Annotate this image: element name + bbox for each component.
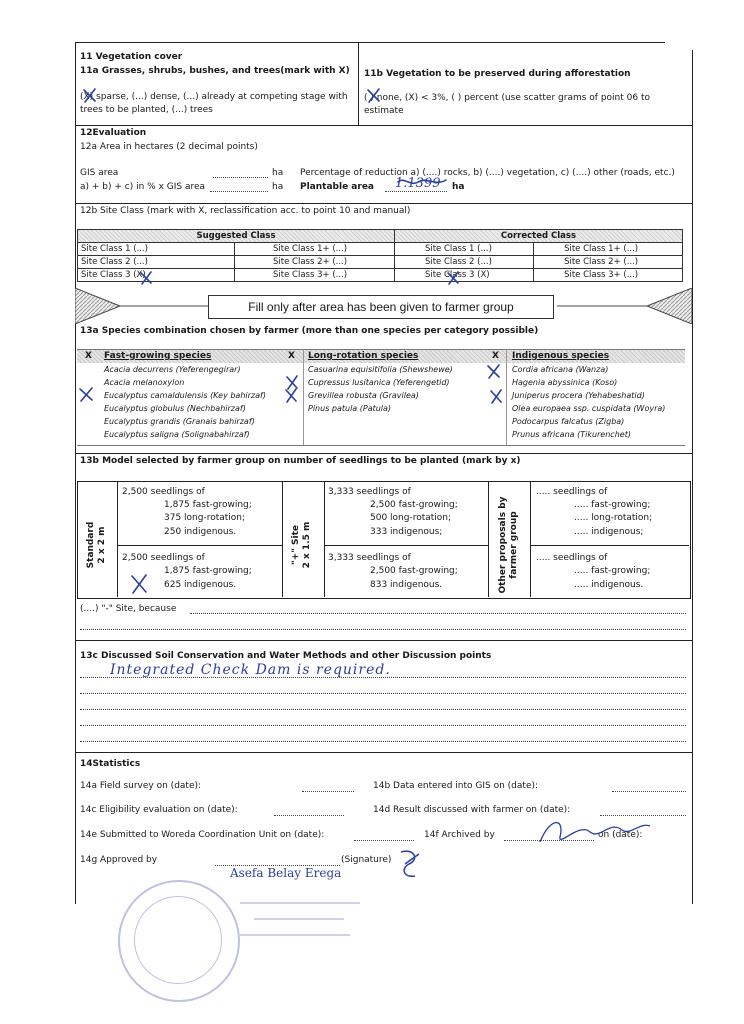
x-mark-eucalyptus [80, 388, 92, 401]
discussion-line[interactable] [80, 677, 686, 678]
x-mark-cupressus [287, 376, 297, 389]
cell[interactable]: Site Class 2+ (...) [235, 256, 395, 269]
x-mark-grevillea [286, 389, 296, 402]
std2-line: 1,875 fast-growing; [164, 566, 252, 576]
s14b-label: 14b Data entered into GIS on (date): [373, 781, 539, 791]
discussion-line[interactable] [80, 693, 686, 694]
x-mark-class3 [141, 272, 151, 284]
s14-title: 14Statistics [80, 759, 141, 769]
s12a-title: 12a Area in hectares (2 decimal points) [80, 142, 258, 152]
cell[interactable]: Site Class 2 (...) [78, 256, 235, 269]
species-item[interactable]: Eucalyptus saligna (Solignabahirzaf) [104, 430, 250, 439]
s13a-title: 13a Species combination chosen by farmer (more than one species per category possible) [80, 326, 539, 336]
cell[interactable]: Site Class 2+ (...) [534, 256, 683, 269]
s11a-title: 11a Grasses, shrubs, bushes, and trees(mark with X) [80, 66, 350, 76]
species-item[interactable]: Casuarina equisitifolia (Shewshewe) [308, 365, 453, 374]
s13b-title: 13b Model selected by farmer group on number of seedlings to be planted (mark by x) [80, 456, 521, 466]
s14e-field[interactable] [354, 840, 414, 841]
x-mark-juniperus [491, 390, 501, 403]
species-item[interactable]: Grevillea robusta (Gravilea) [308, 391, 419, 400]
s11b-line1: ( ) none, (X) < 3%, ( ) percent (use scatter grams of point 06 to [364, 93, 650, 103]
long-header: Long-rotation species [308, 351, 419, 361]
cell[interactable]: Site Class 2 (...) [394, 256, 533, 269]
oth1-line: ..... long-rotation; [574, 513, 653, 523]
oth2-line[interactable]: ..... seedlings of [536, 553, 608, 563]
species-item[interactable]: Prunus africana (Tikurenchet) [512, 430, 631, 439]
discussion-line[interactable] [80, 709, 686, 710]
stamp-text-block [240, 896, 380, 942]
x-mark-corrected3 [448, 272, 458, 284]
indig-header: Indigenous species [512, 351, 610, 361]
approval-signature [395, 848, 425, 880]
std1-line[interactable]: 2,500 seedlings of [122, 487, 205, 497]
s14f-label: 14f Archived by [424, 830, 495, 840]
approver-name: Asefa Belay Erega [230, 866, 342, 880]
oth1-line[interactable]: ..... seedlings of [536, 487, 608, 497]
s14g-label: 14g Approved by [80, 855, 158, 865]
cell[interactable]: Site Class 3 (X) [394, 269, 533, 282]
standard-label: Standard 2 x 2 m [86, 521, 107, 569]
s11b-title: 11b Vegetation to be preserved during afforestation [364, 69, 631, 79]
s11-title: 11 Vegetation cover [80, 52, 183, 62]
cell[interactable]: Site Class 1+ (...) [534, 243, 683, 256]
species-item[interactable]: Eucalyptus grandis (Granais bahirzaf) [104, 417, 255, 426]
cell[interactable]: Site Class 3 (X) [78, 269, 235, 282]
species-item[interactable]: Pinus patula (Patula) [308, 404, 392, 413]
model-sep-b [282, 481, 283, 597]
divider-14 [75, 752, 692, 753]
plus1-line: 500 long-rotation; [370, 513, 452, 523]
s12b-title: 12b Site Class (mark with X, reclassification acc. to point 10 and manual) [80, 206, 411, 216]
s13c-title: 13c Discussed Soil Conservation and Water Methods and other Discussion points [80, 651, 492, 661]
x-mark-sparse [84, 89, 95, 102]
s14b-field[interactable] [612, 791, 686, 792]
s11b-line2: estimate [364, 106, 404, 116]
species-item[interactable]: Eucalyptus camaldulensis (Key bahirzaf) [104, 391, 266, 400]
cell[interactable]: Site Class 3+ (...) [235, 269, 395, 282]
std1-line: 375 long-rotation; [164, 513, 246, 523]
divider-13b [75, 453, 692, 454]
std2-line: 625 indigenous. [164, 580, 237, 590]
species-item[interactable]: Olea europaea ssp. cuspidata (Woyra) [512, 404, 666, 413]
species-item[interactable]: Acacia melanoxylon [104, 378, 185, 387]
s14a-field[interactable] [302, 791, 354, 792]
cell[interactable]: Site Class 1+ (...) [235, 243, 395, 256]
x-col-fast: X [85, 351, 92, 361]
std1-line: 250 indigenous. [164, 527, 237, 537]
s14e-label: 14e Submitted to Woreda Coordination Unit on (date): [80, 830, 325, 840]
cell[interactable]: Site Class 1 (...) [78, 243, 235, 256]
s12-title: 12Evaluation [80, 128, 147, 138]
model-sep-c [324, 481, 325, 597]
plus1-line: 333 indigenous; [370, 527, 443, 537]
model-sep-e [530, 481, 531, 597]
minus-site-field-2[interactable] [80, 629, 686, 630]
s11a-line2: trees to be planted, (...) trees [80, 105, 213, 115]
std2-line[interactable]: 2,500 seedlings of [122, 553, 205, 563]
species-item[interactable]: Eucalyptus globulus (Nechbahirzaf) [104, 404, 246, 413]
archive-signature [530, 812, 660, 852]
plus2-line: 833 indigenous. [370, 580, 443, 590]
s14f-on-label: on (date): [598, 830, 643, 840]
plus1-line: 2,500 fast-growing; [370, 500, 458, 510]
divider-13c [75, 640, 692, 641]
minus-site-label: (....) "-" Site, because [80, 604, 177, 614]
signature-label: (Signature) [341, 855, 392, 865]
species-item[interactable]: Podocarpus falcatus (Zigba) [512, 417, 625, 426]
oth1-line: ..... fast-growing; [574, 500, 651, 510]
species-item[interactable]: Hagenia abyssinica (Koso) [512, 378, 618, 387]
model-hsep-2 [324, 545, 488, 546]
oth1-line: ..... indigenous; [574, 527, 644, 537]
suggested-header: Suggested Class [78, 230, 395, 243]
s14a-label: 14a Field survey on (date): [80, 781, 202, 791]
reduction-label: Percentage of reduction a) (....) rocks, b) (....) vegetation, c) (....) other (roads, etc.) [300, 168, 675, 178]
s14c-field[interactable] [274, 815, 344, 816]
species-item[interactable]: Cordia africana (Wanza) [512, 365, 609, 374]
s14d-label: 14d Result discussed with farmer on (date): [373, 805, 571, 815]
oth2-line: ..... indigenous. [574, 580, 644, 590]
corrected-header: Corrected Class [394, 230, 682, 243]
gis-sum-unit: ha [272, 182, 284, 192]
discussion-line[interactable] [80, 741, 686, 742]
s14c-label: 14c Eligibility evaluation on (date): [80, 805, 238, 815]
model-sep-a [117, 481, 118, 597]
s11a-line1: (X) sparse, (...) dense, (...) already at competing stage with [80, 92, 348, 102]
model-hsep-3 [530, 545, 689, 546]
plus1-line[interactable]: 3,333 seedlings of [328, 487, 411, 497]
plus2-line[interactable]: 3,333 seedlings of [328, 553, 411, 563]
gis-area-label: GIS area [80, 168, 119, 178]
discussion-line[interactable] [80, 725, 686, 726]
official-stamp-inner [134, 896, 222, 984]
species-item[interactable]: Juniperus procera (Yehabeshatid) [512, 391, 645, 400]
oth2-line: ..... fast-growing; [574, 566, 651, 576]
plantable-unit: ha [452, 182, 465, 192]
gis-area-unit: ha [272, 168, 284, 178]
cell[interactable]: Site Class 1 (...) [394, 243, 533, 256]
std1-line: 1,875 fast-growing; [164, 500, 252, 510]
cell[interactable]: Site Class 3+ (...) [534, 269, 683, 282]
plus-site-label: "+" Site 2 x 1.5 m [291, 521, 312, 569]
plantable-value: 1.1399 [395, 176, 441, 191]
species-item[interactable]: Cupressus lusitanica (Yeferengetid) [308, 378, 450, 387]
x-mark-less3 [368, 89, 379, 102]
plantable-label: Plantable area [300, 182, 374, 192]
x-mark-cordia [488, 365, 499, 378]
discussion-handwriting: Integrated Check Dam is required. [110, 662, 391, 678]
plus2-line: 2,500 fast-growing; [370, 566, 458, 576]
x-col-indig: X [492, 351, 499, 361]
fast-header: Fast-growing species [104, 351, 212, 361]
other-proposals-label: Other proposals by farmer group [498, 496, 519, 594]
gis-sum-label: a) + b) + c) in % x GIS area [80, 182, 206, 192]
banner-text: Fill only after area has been given to farmer group [208, 295, 554, 319]
minus-site-field[interactable] [190, 613, 686, 614]
model-hsep-1 [117, 545, 282, 546]
species-item[interactable]: Acacia decurrens (Yeferengegirar) [104, 365, 241, 374]
model-sep-d [488, 481, 489, 597]
x-col-long: X [288, 351, 295, 361]
plantable-scribble [398, 180, 446, 183]
